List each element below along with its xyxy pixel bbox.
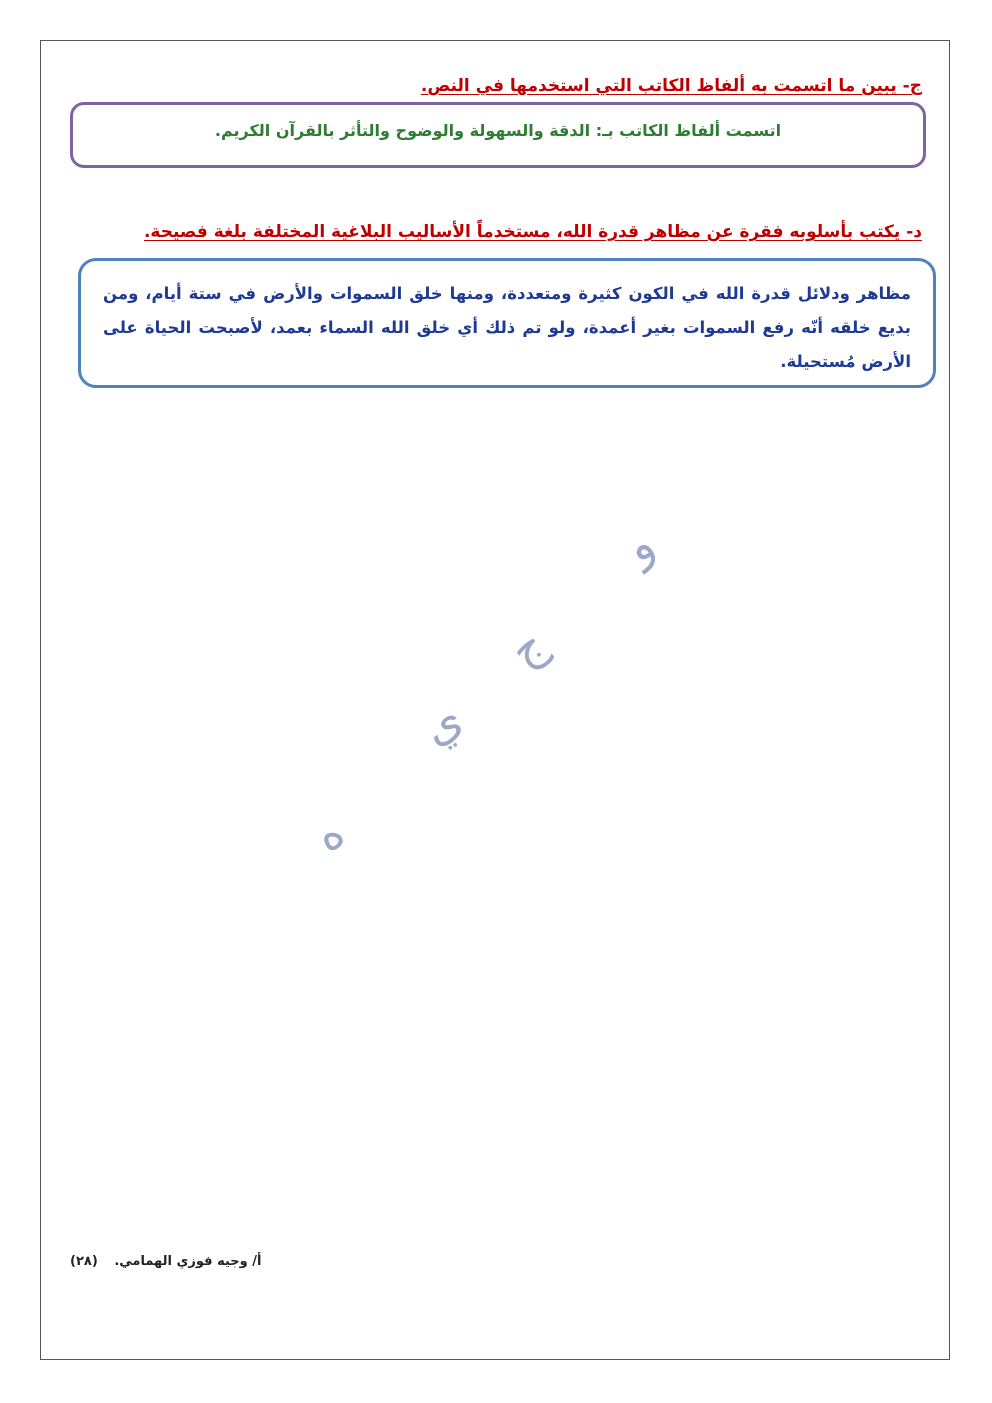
watermark-letter: ه [307,803,353,863]
answer-box-c [70,102,926,168]
footer-author: أ/ وجيه فوزي الهمامي. [114,1254,262,1269]
watermark-letter: و [614,516,664,574]
footer [70,1254,261,1269]
watermark-letter: ي [412,690,472,756]
answer-c-text: اتسمت ألفاظ الكاتب بـ: الدقة والسهولة والوضوح والتأثر بالقرآن الكريم. [214,120,782,140]
answer-box-d [78,258,936,388]
answer-d-text: مظاهر ودلائل قدرة الله في الكون كثيرة ومتعددة، ومنها خلق السموات والأرض في ستة أيام، ومن بديع خلقه أنّه رفع السموات بغير أعمدة، ولو تم ذلك أي خلق الله السماء بعمد، لأصبحت الحياة على الأرض مُستحيلة. [103,284,911,371]
question-d: د- يكتب بأسلوبه فقرة عن مظاهر قدرة الله، مستخدماً الأساليب البلاغية المختلفة بلغة فصيحة. [143,222,922,242]
watermark-letter: ج [498,616,556,678]
page-number: (٢٨) [70,1254,98,1269]
question-c: ج- يبين ما اتسمت به ألفاظ الكاتب التي استخدمها في النص. [420,76,922,96]
